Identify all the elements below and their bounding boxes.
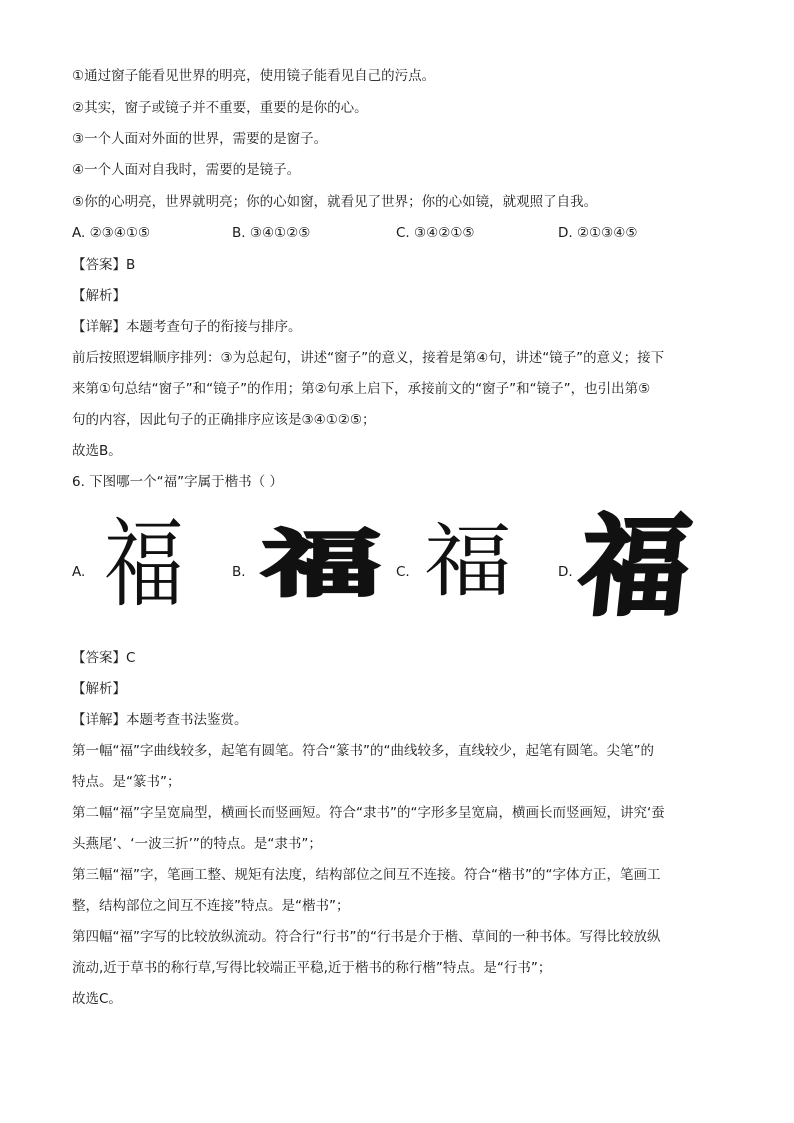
q6-conclusion: 故选C。 — [72, 991, 122, 1007]
sentence-1: ①通过窗子能看见世界的明亮，使用镜子能看见自己的污点。 — [72, 68, 436, 84]
fu-clerical-script-image: 福 — [262, 522, 381, 606]
q6-label-d: D. — [558, 564, 573, 580]
sentence-4: ④一个人面对自我时，需要的是镜子。 — [72, 162, 301, 178]
q6-explain-line-1: 第一幅“福”字曲线较多，起笔有圆笔。符合“篆书”的“曲线较多，直线较少，起笔有圆笔。尖笔”的 — [72, 743, 654, 759]
fu-running-script-image: 福 — [573, 502, 697, 631]
q5-explain-line-2: 来第①句总结“窗子”和“镜子”的作用；第②句承上启下，承接前文的“窗子”和“镜子”，也引出第⑤ — [72, 381, 651, 397]
sentence-5: ⑤你的心明亮，世界就明亮；你的心如窗，就看见了世界；你的心如镜，就观照了自我。 — [72, 194, 598, 210]
q5-analysis-heading: 【解析】 — [72, 288, 126, 304]
q6-explain-line-6: 整，结构部位之间互不连接”特点。是“楷书”； — [72, 898, 350, 914]
q5-option-d: D. ②①③④⑤ — [558, 225, 638, 241]
sentence-2: ②其实，窗子或镜子并不重要，重要的是你的心。 — [72, 100, 368, 116]
q6-label-c: C. — [396, 564, 410, 580]
q5-option-b: B. ③④①②⑤ — [232, 225, 311, 241]
fu-regular-script-image: 福 — [424, 515, 512, 608]
q5-answer: 【答案】B — [72, 257, 136, 273]
q6-analysis-heading: 【解析】 — [72, 681, 126, 697]
q5-detail: 【详解】本题考查句子的衔接与排序。 — [72, 319, 302, 335]
q6-answer: 【答案】C — [72, 650, 136, 666]
q5-explain-line-1: 前后按照逻辑顺序排列：③为总起句，讲述“窗子”的意义，接着是第④句，讲述“镜子”的意义；接下 — [72, 350, 665, 366]
fu-seal-script-image: 福 — [104, 507, 184, 621]
q6-question: 6. 下图哪一个“福”字属于楷书（ ） — [72, 474, 283, 490]
q6-label-b: B. — [232, 564, 246, 580]
q6-detail: 【详解】本题考查书法鉴赏。 — [72, 712, 248, 728]
sentence-3: ③一个人面对外面的世界，需要的是窗子。 — [72, 131, 328, 147]
q5-explain-line-3: 句的内容，因此句子的正确排序应该是③④①②⑤； — [72, 412, 376, 428]
q6-explain-line-2: 特点。是“篆书”； — [72, 774, 181, 790]
q6-explain-line-4: 头燕尾’、‘一波三折’”的特点。是“隶书”； — [72, 836, 322, 852]
q5-option-c: C. ③④②①⑤ — [396, 225, 475, 241]
q6-explain-line-5: 第三幅“福”字，笔画工整、规矩有法度，结构部位之间互不连接。符合“楷书”的“字体方正，笔画工 — [72, 867, 661, 883]
q6-explain-line-7: 第四幅“福”字写的比较放纵流动。符合行“行书”的“行书是介于楷、草间的一种书体。写得比较放纵 — [72, 929, 661, 945]
q5-conclusion: 故选B。 — [72, 443, 122, 459]
q5-option-a: A. ②③④①⑤ — [72, 225, 151, 241]
q6-explain-line-3: 第二幅“福”字呈宽扁型，横画长而竖画短。符合“隶书”的“字形多呈宽扁，横画长而竖画短，讲究‘蚕 — [72, 805, 665, 821]
q6-explain-line-8: 流动,近于草书的称行草,写得比较端正平稳,近于楷书的称行楷”特点。是“行书”； — [72, 960, 552, 976]
q6-label-a: A. — [72, 564, 86, 580]
